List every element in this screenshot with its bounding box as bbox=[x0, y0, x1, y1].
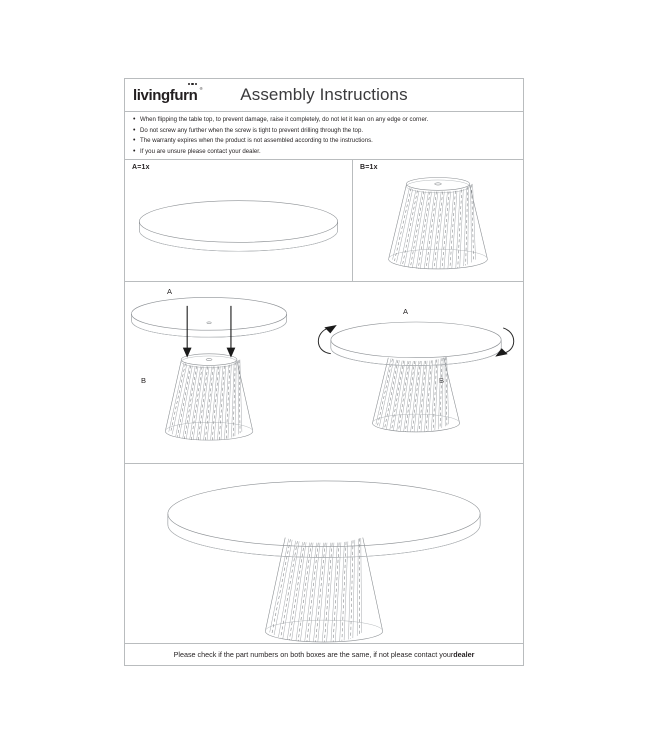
logo-dots-icon bbox=[188, 83, 198, 86]
note-item bbox=[133, 126, 517, 137]
footer-text: Please check if the part numbers on both boxes are the same, if not please contact your bbox=[173, 650, 454, 659]
final-table-top bbox=[168, 481, 480, 558]
finished-product-panel bbox=[125, 464, 523, 645]
finished-product-row bbox=[125, 463, 523, 645]
note-item bbox=[133, 136, 517, 147]
step2-table-top bbox=[331, 322, 501, 366]
part-b-label: B=1x bbox=[360, 164, 378, 171]
step1-pedestal-base bbox=[165, 354, 253, 440]
page-title: Assembly Instructions bbox=[240, 85, 408, 104]
step-1-panel bbox=[125, 282, 315, 463]
step2-pedestal-base bbox=[372, 357, 459, 432]
note-item bbox=[133, 147, 517, 158]
footer-note bbox=[125, 643, 523, 665]
bullet-icon: • bbox=[133, 137, 136, 145]
pedestal-base-shape bbox=[389, 178, 488, 269]
finished-table-illustration bbox=[125, 464, 523, 645]
logo-wordmark: livingfurn bbox=[133, 86, 198, 104]
part-panel-a bbox=[125, 160, 353, 281]
registered-mark: ® bbox=[199, 85, 203, 91]
assembly-steps-row bbox=[125, 281, 523, 463]
step-2-panel bbox=[315, 282, 523, 463]
part-a-illustration bbox=[125, 160, 352, 281]
footer-emphasis: dealer bbox=[453, 650, 475, 659]
part-a-label: A=1x bbox=[132, 164, 150, 171]
note-text: If you are unsure please contact your dealer. bbox=[140, 147, 261, 155]
parts-row bbox=[125, 159, 523, 281]
bullet-icon: • bbox=[133, 126, 136, 134]
part-panel-b bbox=[353, 160, 523, 281]
step2-part-a-label: A bbox=[403, 307, 409, 316]
final-pedestal-base bbox=[265, 538, 382, 642]
step1-part-b-label: B bbox=[141, 376, 147, 385]
step-2-illustration bbox=[315, 282, 523, 463]
sheet-header bbox=[125, 79, 523, 111]
step2-rotation-arrows bbox=[318, 325, 513, 357]
livingfurn-logo bbox=[133, 85, 203, 104]
step1-down-arrows bbox=[183, 306, 236, 358]
safety-notes-list bbox=[125, 111, 523, 159]
step1-table-top bbox=[131, 297, 286, 337]
bullet-icon: • bbox=[133, 116, 136, 123]
note-text: Do not screw any further when the screw is tight to prevent drilling through the top. bbox=[140, 126, 364, 134]
note-text: The warranty expires when the product is not assembled according to the instructions. bbox=[140, 137, 373, 145]
step1-part-a-label: A bbox=[167, 287, 173, 296]
bullet-icon: • bbox=[133, 147, 136, 155]
instruction-sheet bbox=[124, 78, 524, 666]
step-1-illustration bbox=[125, 282, 315, 463]
note-text: When flipping the table top, to prevent damage, raise it completely, do not let it lean on any edge or corner. bbox=[140, 116, 429, 123]
part-b-illustration bbox=[353, 160, 523, 281]
note-item bbox=[133, 115, 517, 126]
step2-part-b-label: B bbox=[439, 376, 445, 385]
